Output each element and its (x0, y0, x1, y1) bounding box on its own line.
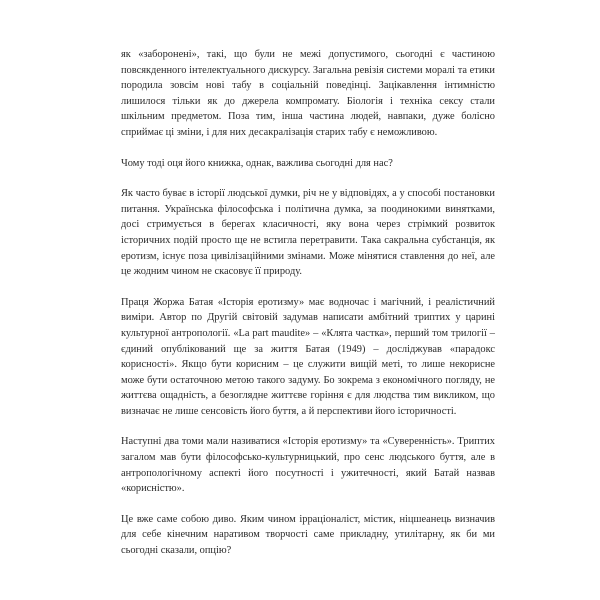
paragraph-2-question: Чому тоді оця його книжка, однак, важлива сьогодні для нас? (121, 157, 393, 169)
paragraph-1: як «заборонені», такі, що були не межі допустимого, сьогодні є частиною повсякденного інтелектуального дискурсу. Загальна ревізія системи моралі та етики породила зовсім нові табу в соціальній поведінці. Зацікавлення інтимністю лишилося тільки як до джерела компромату. Біологія і техніка сексу стали шкільним предметом. Поза тим, інша частина людей, навпаки, дуже болісно сприймає ці зміни, і для них десакралізація старих табу є неможливою. (121, 49, 495, 138)
paragraph-3: Як часто буває в історії людської думки, річ не у відповідях, а у способі постановки питання. Українська філософська і політична думка, за поодинокими винятками, досі стримується в берегах класичності, яку вона через стрімкий розвиток історичних подій просто ще не встигла перетравити. Така сакральна субстанція, як еротизм, існує поза цивілізаційними змінами. Може мінятися ставлення до неї, але це жодним чином не скасовує її природу. (121, 188, 495, 278)
paragraph-4: Праця Жоржа Батая «Історія еротизму» має водночас і магічний, і реалістичний виміри. Автор по Другій світовій задумав написати амбітний триптих у царині культурної антропології. «La part maudite» – «Клята частка», перший том трилогії – єдиний опублікований ще за життя Батая (1949) – досліджував «парадокс корисності». Якщо бути корисним – це служити вищій меті, то лише некорисне може бути остаточною метою такого задуму. Бо зокрема з економічного погляду, не життєва ощадність, а безоглядне життєве горіння є для людства тим викликом, що визначає не лише сенсовість його буття, а й перспективи його історичності. (121, 296, 495, 417)
paragraph-5: Наступні два томи мали називатися «Історія еротизму» та «Суверенність». Триптих загалом мав бути філософсько-культурницький, про сенс людського буття, але в антропологічному аспекті його посутності і ужитечності, який Батай назвав «корисністю». (121, 436, 495, 495)
paragraph-6: Це вже саме собою диво. Яким чином ірраціоналіст, містик, ніцшеанець визначив для себе кінечним наративом творчості саме прикладну, утилітарну, як би ми сьогодні сказали, опцію? (121, 513, 495, 557)
body-text (121, 47, 495, 574)
